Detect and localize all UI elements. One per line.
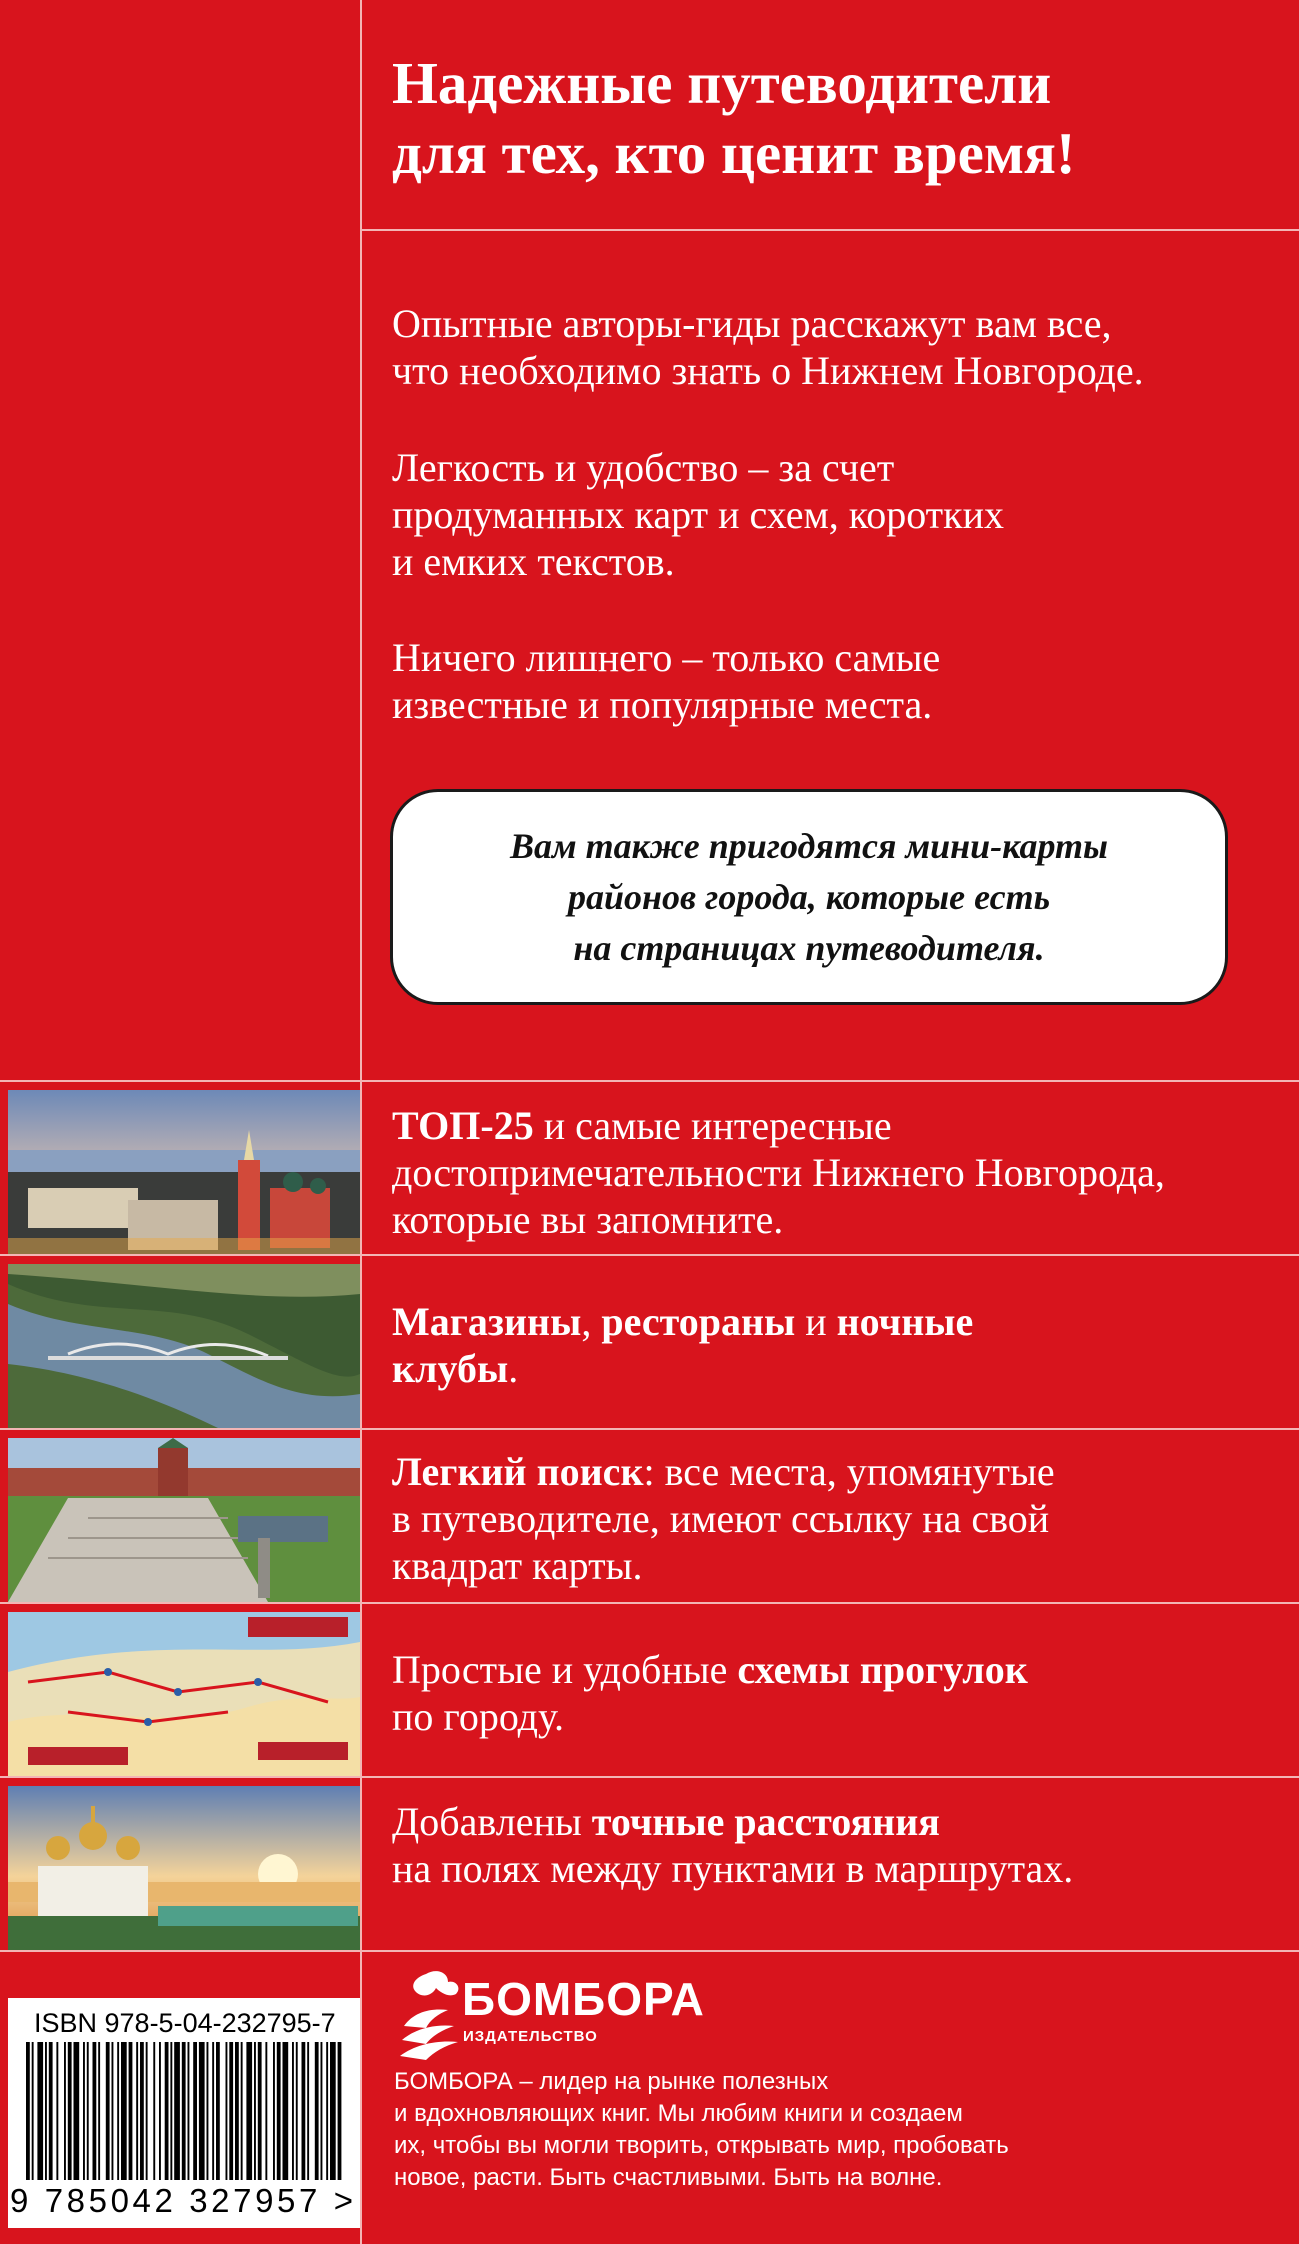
intro-paragraph-authors: Опытные авторы-гиды расскажут вам все, что необходимо знать о Нижнем Новгороде. bbox=[392, 301, 1144, 393]
barcode-bar bbox=[106, 2042, 110, 2180]
barcode-bar bbox=[64, 2042, 66, 2180]
barcode-bar bbox=[193, 2042, 197, 2180]
barcode-bar bbox=[170, 2042, 172, 2180]
kremlin-stairs-photo-art bbox=[8, 1438, 360, 1602]
publisher-about: БОМБОРА – лидер на рынке полезных и вдохновляющих книг. Мы любим книги и создаем их, чтобы вы могли творить, открывать мир, пробовать новое, расти. Быть счастливыми. Быть на волне. bbox=[394, 2068, 1009, 2191]
route-map-image bbox=[8, 1612, 360, 1776]
church-sunset-photo bbox=[8, 1786, 360, 1950]
barcode-bar bbox=[182, 2042, 186, 2180]
barcode-bar bbox=[235, 2042, 239, 2180]
barcode-bar bbox=[296, 2042, 298, 2180]
barcode-bar bbox=[307, 2042, 309, 2180]
church-sunset-photo-art bbox=[8, 1786, 360, 1950]
barcode-bar bbox=[216, 2042, 220, 2180]
barcode-bar bbox=[265, 2042, 267, 2180]
barcode-bar bbox=[258, 2042, 262, 2180]
feature-shops-restaurants: Магазины, рестораны и ночные клубы. bbox=[0, 1256, 1299, 1428]
publisher-logo-subtitle: ИЗДАТЕЛЬСТВО bbox=[463, 2028, 598, 2045]
barcode-bar bbox=[165, 2042, 169, 2180]
barcode-bar bbox=[140, 2042, 144, 2180]
barcode-bar bbox=[330, 2042, 336, 2180]
isbn-barcode bbox=[8, 1998, 360, 2228]
barcode-bar bbox=[37, 2042, 43, 2180]
page-title: Надежные путеводители для тех, кто ценит время! bbox=[392, 50, 1076, 186]
barcode-bar bbox=[129, 2042, 133, 2180]
barcode-bar bbox=[83, 2042, 85, 2180]
barcode-bar bbox=[174, 2042, 180, 2180]
barcode-bar bbox=[45, 2042, 47, 2180]
barcode-bar bbox=[87, 2042, 89, 2180]
river-bridge-photo-art bbox=[8, 1264, 360, 1428]
barcode-bar bbox=[292, 2042, 294, 2180]
city-kremlin-photo-art bbox=[8, 1090, 360, 1254]
barcode-bar bbox=[315, 2042, 319, 2180]
mini-maps-callout: Вам также пригодятся мини-карты районов города, которые есть на страницах путеводителя. bbox=[390, 789, 1228, 1005]
kremlin-stairs-photo bbox=[8, 1438, 360, 1602]
barcode-bar bbox=[226, 2042, 228, 2180]
barcode-bar bbox=[199, 2042, 205, 2180]
barcode-graphic bbox=[26, 2042, 346, 2182]
barcode-bar bbox=[159, 2042, 161, 2180]
barcode-bar bbox=[283, 2042, 289, 2180]
barcode-bar bbox=[98, 2042, 100, 2180]
barcode-bar bbox=[277, 2042, 281, 2180]
barcode-bar bbox=[68, 2042, 72, 2180]
barcode-bar bbox=[56, 2042, 58, 2180]
barcode-bar bbox=[153, 2042, 155, 2180]
feature-easy-search: Легкий поиск: все места, упомянутые в путеводителе, имеют ссылку на свой квадрат карты. bbox=[0, 1430, 1299, 1602]
barcode-bar bbox=[273, 2042, 275, 2180]
feature-top25: ТОП-25 и самые интересные достопримечательности Нижнего Новгорода, которые вы запомните. bbox=[0, 1082, 1299, 1254]
barcode-bar bbox=[212, 2042, 214, 2180]
route-map-image-art bbox=[8, 1612, 360, 1776]
barcode-bar bbox=[188, 2042, 190, 2180]
feature-divider bbox=[0, 1950, 1299, 1952]
barcode-bar bbox=[246, 2042, 252, 2180]
river-bridge-photo bbox=[8, 1264, 360, 1428]
barcode-bar bbox=[326, 2042, 328, 2180]
barcode-bar bbox=[254, 2042, 256, 2180]
barcode-bar bbox=[321, 2042, 323, 2180]
barcode-bar bbox=[302, 2042, 306, 2180]
barcode-bar bbox=[241, 2042, 243, 2180]
barcode-bar bbox=[136, 2042, 138, 2180]
intro-paragraph-nothing-extra: Ничего лишнего – только самые известные и популярные места. bbox=[392, 635, 941, 727]
barcode-bar bbox=[32, 2042, 34, 2180]
barcode-bar bbox=[207, 2042, 209, 2180]
barcode-bar bbox=[26, 2042, 30, 2180]
barcode-bar bbox=[117, 2042, 119, 2180]
barcode-bar bbox=[121, 2042, 127, 2180]
barcode-bar bbox=[74, 2042, 80, 2180]
barcode-bar bbox=[93, 2042, 97, 2180]
barcode-bar bbox=[338, 2042, 342, 2180]
title-divider bbox=[362, 229, 1299, 231]
barcode-bar bbox=[49, 2042, 53, 2180]
feature-walking-routes: Простые и удобные схемы прогулок по городу. bbox=[0, 1604, 1299, 1776]
city-kremlin-photo bbox=[8, 1090, 360, 1254]
isbn-label: ISBN 978-5-04-232795-7 bbox=[34, 2008, 336, 2038]
feature-exact-distances: Добавлены точные расстояния на полях между пунктами в маршрутах. bbox=[0, 1778, 1299, 1950]
barcode-bar bbox=[112, 2042, 114, 2180]
barcode-bar bbox=[229, 2042, 233, 2180]
barcode-bar bbox=[146, 2042, 148, 2180]
isbn-digits: 9 785042 327957 > bbox=[10, 2182, 357, 2219]
intro-paragraph-ease: Легкость и удобство – за счет продуманных карт и схем, коротких и емких текстов. bbox=[392, 445, 1004, 584]
publisher-logo-name: БОМБОРА bbox=[462, 1973, 705, 2025]
